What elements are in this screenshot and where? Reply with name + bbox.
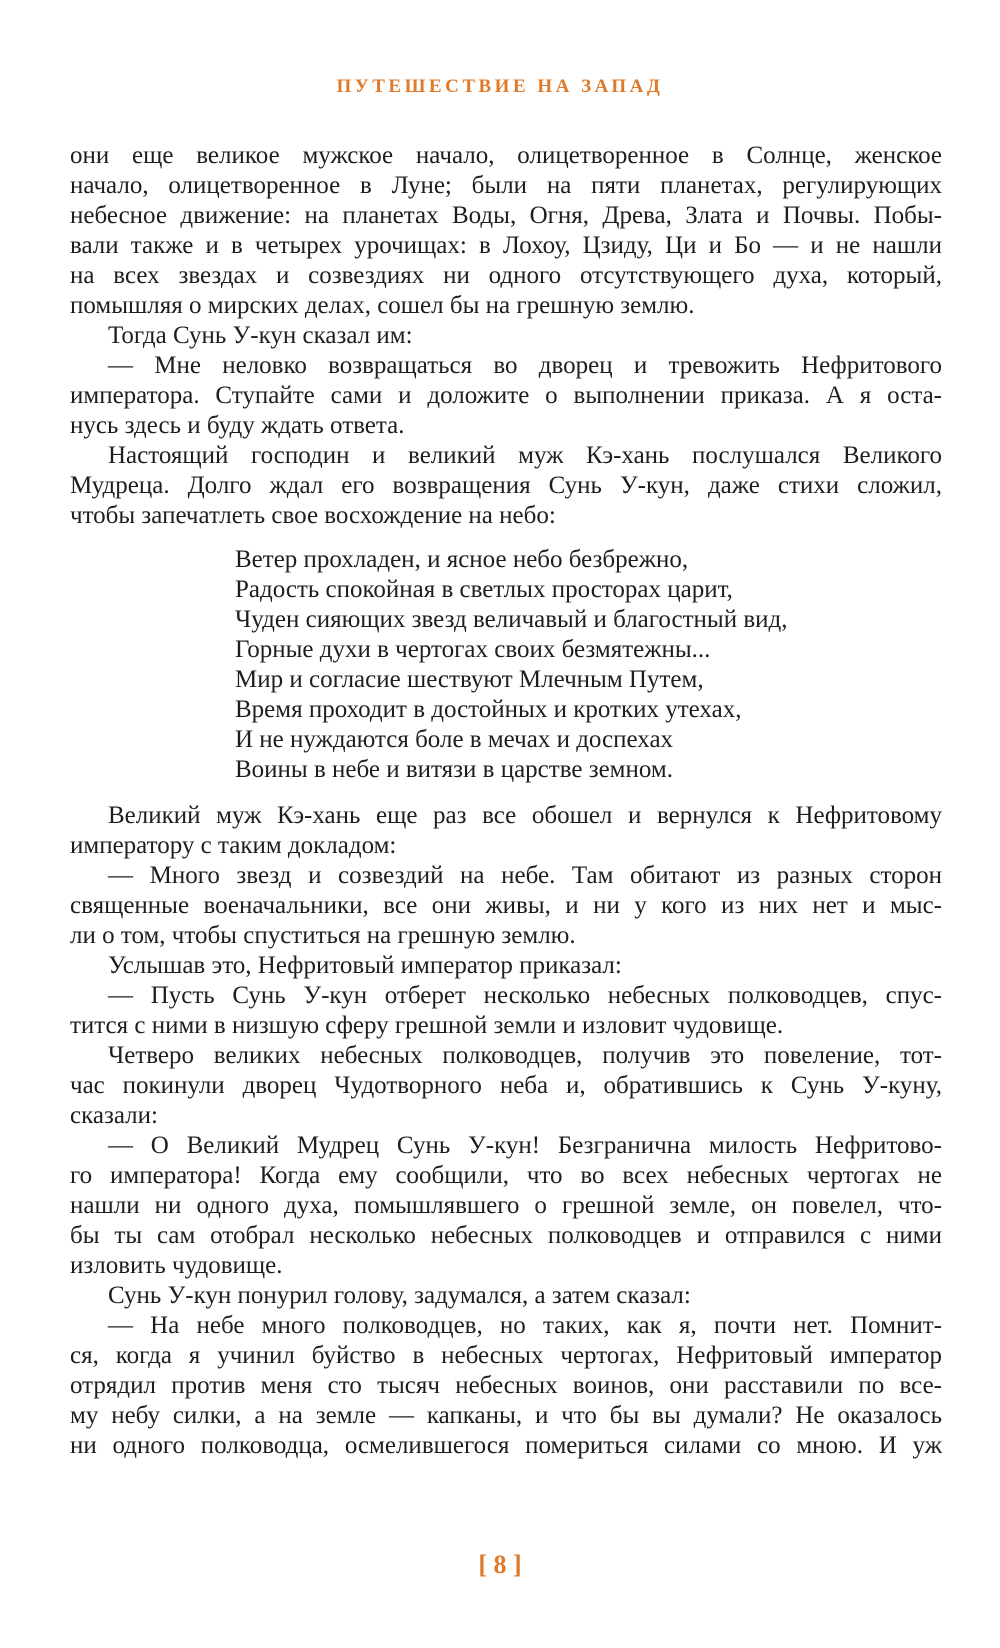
page-number-value: 8	[493, 1550, 507, 1579]
poem-line: Горные духи в чертогах своих безмятежны...	[235, 636, 711, 663]
bracket-open: [	[478, 1550, 487, 1579]
paragraph	[70, 1311, 942, 1461]
text-line: императору с таким докладом:	[70, 832, 397, 859]
paragraph	[70, 801, 942, 861]
text-line: бы ты сам отобрал несколько небесных полководцев и отправился с ними	[70, 1222, 942, 1249]
paragraph	[70, 351, 942, 441]
text-line: нусь здесь и буду ждать ответа.	[70, 412, 405, 439]
poem-line: Радость спокойная в светлых просторах царит,	[235, 576, 733, 603]
text-line: му небу силки, а на земле — капканы, и что бы вы думали? Не оказалось	[70, 1402, 942, 1429]
text-line: сказали:	[70, 1102, 158, 1129]
text-line: Услышав это, Нефритовый император приказал:	[108, 952, 622, 979]
running-title: ПУТЕШЕСТВИЕ НА ЗАПАД	[336, 76, 664, 97]
poem	[70, 545, 942, 785]
text-line: начало, олицетворенное в Луне; были на пяти планетах, регулирующих	[70, 172, 942, 199]
poem-line: Ветер прохладен, и ясное небо безбрежно,	[235, 546, 689, 573]
text-line: отрядил против меня сто тысяч небесных воинов, они расставили по все-	[70, 1372, 942, 1399]
text-line: они еще великое мужское начало, олицетворенное в Солнце, женское	[70, 142, 942, 169]
paragraph	[70, 951, 942, 981]
text-line: час покинули дворец Чудотворного неба и, обратившись к Сунь У-куну,	[70, 1072, 942, 1099]
paragraph	[70, 1041, 942, 1131]
body-text	[70, 141, 942, 1461]
text-line: Сунь У-кун понурил голову, задумался, а затем сказал:	[108, 1282, 691, 1309]
paragraph	[70, 981, 942, 1041]
text-line: священные военачальники, все они живы, и ни у кого из них нет и мыс-	[70, 892, 942, 919]
text-line: помышляя о мирских делах, сошел бы на грешную землю.	[70, 292, 695, 319]
text-line: — Мне неловко возвращаться во дворец и тревожить Нефритового	[108, 352, 942, 379]
text-line: Мудреца. Долго ждал его возвращения Сунь У-кун, даже стихи сложил,	[70, 472, 942, 499]
text-line: ни одного полководца, осмелившегося помериться силами со мною. И уж	[70, 1432, 942, 1459]
text-line: — Пусть Сунь У-кун отберет несколько небесных полководцев, спус-	[108, 982, 942, 1009]
page-number	[0, 1550, 1000, 1580]
text-line: ли о том, чтобы спуститься на грешную землю.	[70, 922, 576, 949]
text-line: на всех звездах и созвездиях ни одного отсутствующего духа, который,	[70, 262, 942, 289]
text-line: тится с ними в низшую сферу грешной земли и изловит чудовище.	[70, 1012, 784, 1039]
text-line: чтобы запечатлеть свое восхождение на небо:	[70, 502, 556, 529]
text-line: — Много звезд и созвездий на небе. Там обитают из разных сторон	[108, 862, 942, 889]
bracket-close: ]	[513, 1550, 522, 1579]
paragraph	[70, 1131, 942, 1281]
text-line: — На небе много полководцев, но таких, как я, почти нет. Помнит-	[108, 1312, 942, 1339]
paragraph	[70, 861, 942, 951]
poem-line: Время проходит в достойных и кротких утехах,	[235, 696, 742, 723]
text-line: Четверо великих небесных полководцев, получив это повеление, тот-	[108, 1042, 942, 1069]
text-line: Настоящий господин и великий муж Кэ-хань послушался Великого	[108, 442, 942, 469]
text-line: вали также и в четырех урочищах: в Лохоу, Цзиду, Ци и Бо — и не нашли	[70, 232, 942, 259]
paragraph	[70, 1281, 942, 1311]
text-line: ся, когда я учинил буйство в небесных чертогах, Нефритовый император	[70, 1342, 942, 1369]
paragraph	[70, 321, 942, 351]
text-line: Великий муж Кэ-хань еще раз все обошел и вернулся к Нефритовому	[108, 802, 942, 829]
poem-line: Мир и согласие шествуют Млечным Путем,	[235, 666, 704, 693]
poem-line: И не нуждаются боле в мечах и доспехах	[235, 726, 674, 753]
text-line: — О Великий Мудрец Сунь У-кун! Безгранична милость Нефритово-	[108, 1132, 942, 1159]
text-line: го императора! Когда ему сообщили, что во всех небесных чертогах не	[70, 1162, 942, 1189]
text-line: императора. Ступайте сами и доложите о выполнении приказа. А я оста-	[70, 382, 942, 409]
poem-line: Чуден сияющих звезд величавый и благостный вид,	[235, 606, 788, 633]
text-line: изловить чудовище.	[70, 1252, 283, 1279]
text-line: нашли ни одного духа, помышлявшего о грешной земле, он повелел, что-	[70, 1192, 942, 1219]
paragraph	[70, 441, 942, 531]
poem-line: Воины в небе и витязи в царстве земном.	[235, 756, 673, 783]
text-line: Тогда Сунь У-кун сказал им:	[108, 322, 413, 349]
paragraph	[70, 141, 942, 321]
text-line: небесное движение: на планетах Воды, Огня, Древа, Злата и Почвы. Побы-	[70, 202, 942, 229]
